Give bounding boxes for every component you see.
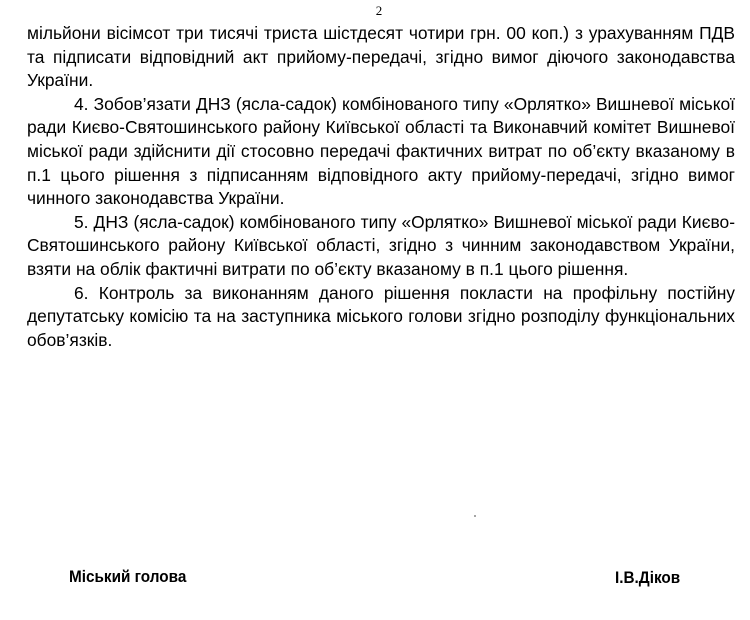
paragraph-item-4: 4. Зобов’язати ДНЗ (ясла-садок) комбінованого типу «Орлятко» Вишневої міської ради Києво-Святошинського району Київської області та Виконавчий комітет Вишневої міської ради здійснити дії стосовно передачі фактичних витрат по об’єкту вказаному в п.1 цього рішення з підписанням відповідного акту прийому-передачі, згідно вимог чинного законодавства України. [27, 93, 735, 209]
paragraph-item-6: 6. Контроль за виконанням даного рішення покласти на профільну постійну депутатську комісію та на заступника міського голови згідно розподілу функціональних обов’язків. [27, 282, 735, 350]
signature-title: Міський голова [69, 567, 187, 586]
page-number: 2 [375, 3, 383, 18]
paragraph-item-5: 5. ДНЗ (ясла-садок) комбінованого типу «Орлятко» Вишневої міської ради Києво-Святошинського району Київської області, згідно з чинним законодавством України, взяти на облік фактичні витрати по об’єкту вказаному в п.1 цього рішення. [27, 211, 735, 279]
document-body [27, 22, 735, 352]
paragraph-continuation: мільйони вісімсот три тисячі триста шістдесят чотири грн. 00 коп.) з урахуванням ПДВ та підписати відповідний акт прийому-передачі, згідно вимог діючого законодавства України. [27, 23, 735, 91]
signature-name: І.В.Діков [615, 568, 681, 587]
scan-speck [474, 515, 476, 517]
